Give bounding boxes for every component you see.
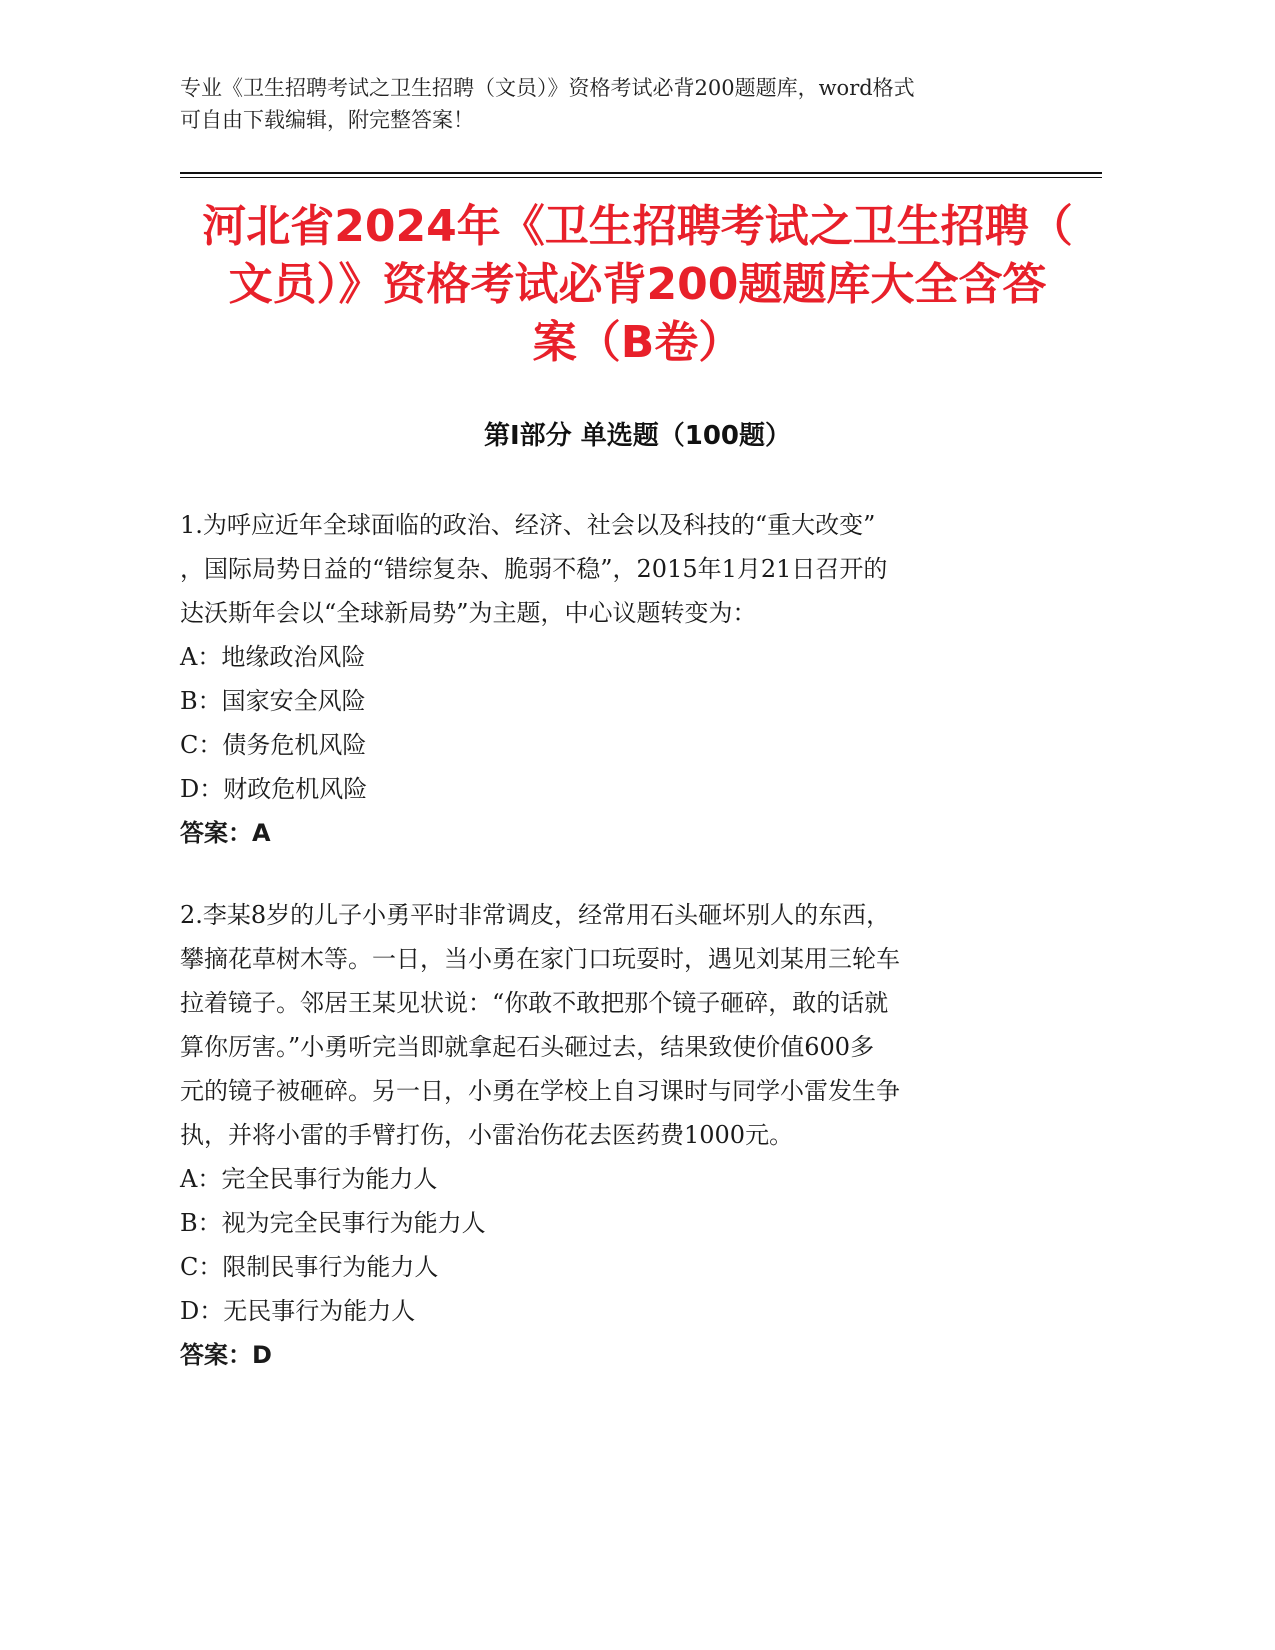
- title-line: 河北省2024年《卫生招聘考试之卫生招聘（: [202, 201, 1073, 252]
- question-stem-line: 执，并将小雷的手臂打伤，小雷治伤花去医药费1000元。: [180, 1121, 794, 1149]
- question-stem-line: 2.李某8岁的儿子小勇平时非常调皮，经常用石头砸坏别人的东西，: [180, 901, 891, 929]
- option-c: C：债务危机风险: [180, 731, 367, 759]
- header-divider-thick: [180, 172, 1102, 174]
- header-note-line: 专业《卫生招聘考试之卫生招聘（文员）》资格考试必背200题题库，word格式: [180, 76, 915, 100]
- question-stem-line: 攀摘花草树木等。一日，当小勇在家门口玩耍时，遇见刘某用三轮车: [180, 945, 900, 973]
- answer: 答案：D: [180, 1341, 272, 1369]
- question-stem-line: 算你厉害。”小勇听完当即就拿起石头砸过去，结果致使价值600多: [180, 1033, 875, 1061]
- title-line: 案（B卷）: [532, 317, 743, 368]
- question-1: [180, 503, 1080, 855]
- question-stem-line: 拉着镜子。邻居王某见状说：“你敢不敢把那个镜子砸碎，敢的话就: [180, 989, 889, 1017]
- header-note-line: 可自由下载编辑，附完整答案！: [180, 108, 474, 132]
- option-c: C：限制民事行为能力人: [180, 1253, 439, 1281]
- question-stem-line: 元的镜子被砸碎。另一日，小勇在学校上自习课时与同学小雷发生争: [180, 1077, 900, 1105]
- header-divider-thin: [180, 177, 1102, 178]
- question-stem-line: 1.为呼应近年全球面临的政治、经济、社会以及科技的“重大改变”: [180, 511, 876, 539]
- question-stem-line: 达沃斯年会以“全球新局势”为主题，中心议题转变为：: [180, 599, 757, 627]
- option-d: D：财政危机风险: [180, 775, 368, 803]
- option-b: B：视为完全民事行为能力人: [180, 1209, 486, 1237]
- answer: 答案：A: [180, 819, 271, 847]
- option-b: B：国家安全风险: [180, 687, 366, 715]
- section-title: 第Ⅰ部分 单选题（100题）: [484, 421, 791, 451]
- title-line: 文员）》资格考试必背200题题库大全含答: [228, 259, 1047, 310]
- header-note: [180, 72, 1060, 136]
- question-2: [180, 893, 1080, 1377]
- option-a: A：地缘政治风险: [180, 643, 366, 671]
- document-title: [150, 198, 1125, 372]
- question-stem-line: ，国际局势日益的“错综复杂、脆弱不稳”，2015年1月21日召开的: [180, 555, 888, 583]
- option-d: D：无民事行为能力人: [180, 1297, 416, 1325]
- option-a: A：完全民事行为能力人: [180, 1165, 438, 1193]
